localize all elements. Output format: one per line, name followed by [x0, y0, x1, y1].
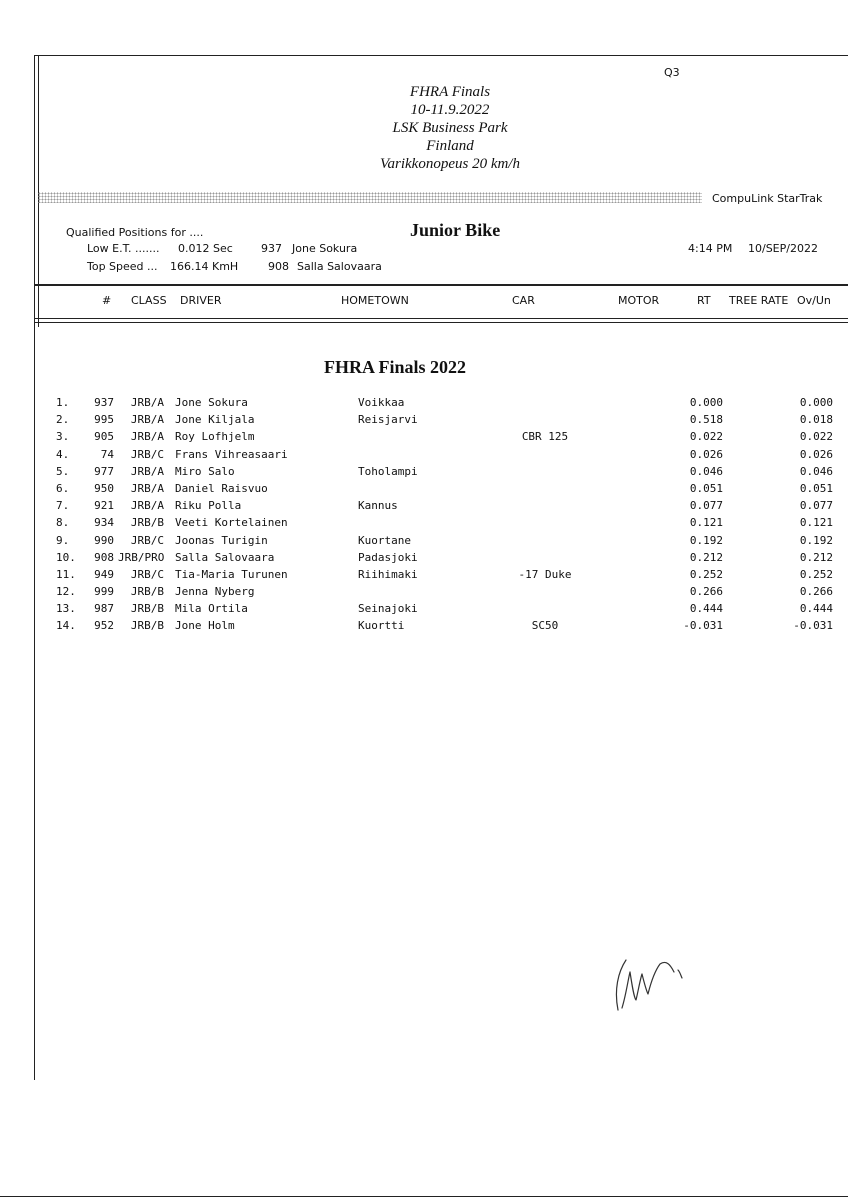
- row-number: 987: [94, 602, 114, 616]
- row-hometown: Padasjoki: [358, 550, 418, 564]
- row-position: 6.: [56, 481, 70, 495]
- row-number: 937: [94, 396, 114, 409]
- row-ovun: 0.051: [799, 481, 833, 495]
- row-position: 11.: [56, 567, 76, 581]
- row-position: 13.: [56, 602, 76, 616]
- row-number: 950: [94, 481, 114, 495]
- row-hometown: Kannus: [358, 499, 398, 513]
- column-divider-line-2: [34, 322, 848, 323]
- row-hometown: Kuortane: [358, 533, 411, 547]
- row-ovun: 0.266: [799, 585, 833, 599]
- row-driver: Mila Ortila: [175, 602, 248, 616]
- row-car: SC50: [531, 619, 559, 633]
- row-position: 2.: [56, 413, 70, 427]
- row-rt: 0.000: [689, 396, 723, 409]
- row-rt: 0.266: [689, 585, 723, 599]
- low-et-label: Low E.T. .......: [87, 242, 160, 255]
- low-et-number: 937: [261, 242, 282, 255]
- category-title: Junior Bike: [410, 220, 501, 240]
- col-rt: RT: [697, 294, 711, 307]
- row-number: 949: [94, 567, 114, 581]
- table-row: [0, 465, 848, 482]
- row-class: JRB/A: [130, 499, 164, 513]
- top-speed-value: 166.14 KmH: [170, 260, 239, 273]
- row-driver: Frans Vihreasaari: [175, 447, 288, 461]
- top-speed-label: Top Speed ...: [87, 260, 158, 273]
- row-number: 977: [94, 464, 114, 478]
- row-position: 1.: [56, 396, 70, 409]
- table-row: [0, 430, 848, 447]
- table-row: [0, 619, 848, 636]
- table-row: [0, 499, 848, 516]
- row-ovun: 0.212: [799, 550, 833, 564]
- round-label: Q3: [664, 66, 680, 79]
- row-position: 5.: [56, 464, 70, 478]
- row-class: JRB/B: [130, 585, 164, 599]
- row-ovun: 0.026: [799, 447, 833, 461]
- row-hometown: Toholampi: [358, 464, 418, 478]
- table-row: [0, 516, 848, 533]
- row-number: 905: [94, 430, 114, 444]
- table-row: [0, 482, 848, 499]
- qualified-label: Qualified Positions for ....: [66, 226, 204, 239]
- table-row: [0, 551, 848, 568]
- table-row: [0, 585, 848, 602]
- row-class: JRB/C: [130, 567, 164, 581]
- row-number: 952: [94, 619, 114, 633]
- row-driver: Veeti Kortelainen: [175, 516, 288, 530]
- brand-label: CompuLink StarTrak: [712, 192, 823, 205]
- left-margin-line-inner: [38, 55, 39, 327]
- top-border-line: [34, 55, 848, 56]
- report-time: 4:14 PM: [688, 242, 733, 255]
- row-number: 934: [94, 516, 114, 530]
- col-car: CAR: [512, 294, 535, 307]
- row-number: 921: [94, 499, 114, 513]
- row-driver: Riku Polla: [175, 499, 242, 513]
- row-driver: Joonas Turigin: [175, 533, 268, 547]
- section-title: FHRA Finals 2022: [324, 357, 467, 377]
- col-driver: DRIVER: [180, 294, 222, 307]
- row-number: 990: [94, 533, 114, 547]
- row-rt: 0.444: [689, 602, 723, 616]
- event-pit-speed: Varikkonopeus 20 km/h: [380, 156, 520, 172]
- row-ovun: 0.000: [799, 396, 833, 409]
- row-class: JRB/PRO: [118, 550, 165, 564]
- dotted-band: [38, 192, 702, 203]
- row-rt: 0.077: [689, 499, 723, 513]
- col-tree-rate: TREE RATE: [729, 294, 789, 307]
- row-ovun: 0.077: [799, 499, 833, 513]
- row-ovun: -0.031: [793, 619, 833, 633]
- table-row: [0, 413, 848, 430]
- row-class: JRB/B: [130, 619, 164, 633]
- row-rt: 0.192: [689, 533, 723, 547]
- event-venue: LSK Business Park: [392, 120, 508, 136]
- results-table: [0, 396, 848, 637]
- row-ovun: 0.192: [799, 533, 833, 547]
- row-class: JRB/A: [130, 481, 164, 495]
- table-row: [0, 568, 848, 585]
- row-class: JRB/A: [130, 413, 164, 427]
- row-position: 12.: [56, 585, 76, 599]
- row-ovun: 0.444: [799, 602, 833, 616]
- row-class: JRB/A: [130, 396, 164, 409]
- handwritten-signature: [608, 950, 688, 1020]
- row-driver: Jone Kiljala: [175, 413, 255, 427]
- event-dates: 10-11.9.2022: [410, 102, 490, 118]
- row-rt: 0.022: [689, 430, 723, 444]
- row-position: 10.: [56, 550, 76, 564]
- row-position: 4.: [56, 447, 70, 461]
- row-position: 8.: [56, 516, 70, 530]
- col-num: #: [102, 294, 112, 307]
- row-driver: Daniel Raisvuo: [175, 481, 268, 495]
- row-driver: Miro Salo: [175, 464, 235, 478]
- row-rt: 0.051: [689, 481, 723, 495]
- report-date: 10/SEP/2022: [748, 242, 818, 255]
- row-ovun: 0.121: [799, 516, 833, 530]
- row-ovun: 0.018: [799, 413, 833, 427]
- row-rt: 0.212: [689, 550, 723, 564]
- row-number: 74: [100, 447, 114, 461]
- table-row: [0, 396, 848, 413]
- row-rt: 0.046: [689, 464, 723, 478]
- row-hometown: Kuortti: [358, 619, 405, 633]
- col-motor: MOTOR: [618, 294, 660, 307]
- row-class: JRB/A: [130, 430, 164, 444]
- col-class: CLASS: [131, 294, 167, 307]
- row-number: 995: [94, 413, 114, 427]
- low-et-driver: Jone Sokura: [292, 242, 358, 255]
- row-class: JRB/B: [130, 602, 164, 616]
- event-name: FHRA Finals: [409, 84, 491, 100]
- row-hometown: Voikkaa: [358, 396, 405, 409]
- table-row: [0, 448, 848, 465]
- top-speed-driver: Salla Salovaara: [297, 260, 382, 273]
- row-car: CBR 125: [521, 430, 569, 444]
- row-driver: Jone Holm: [175, 619, 235, 633]
- row-hometown: Riihimaki: [358, 567, 418, 581]
- row-driver: Tia-Maria Turunen: [175, 567, 288, 581]
- row-car: -17 Duke: [518, 567, 572, 581]
- row-driver: Salla Salovaara: [175, 550, 275, 564]
- row-hometown: Seinajoki: [358, 602, 418, 616]
- row-position: 14.: [56, 619, 76, 633]
- low-et-value: 0.012 Sec: [178, 242, 233, 255]
- bottom-border-line: [0, 1196, 848, 1197]
- row-class: JRB/C: [130, 447, 164, 461]
- top-speed-number: 908: [268, 260, 289, 273]
- row-class: JRB/C: [130, 533, 164, 547]
- row-rt: 0.026: [689, 447, 723, 461]
- row-driver: Jenna Nyberg: [175, 585, 255, 599]
- row-class: JRB/A: [130, 464, 164, 478]
- row-ovun: 0.022: [799, 430, 833, 444]
- row-hometown: Reisjarvi: [358, 413, 418, 427]
- row-rt: 0.252: [689, 567, 723, 581]
- col-ovun: Ov/Un: [797, 294, 831, 307]
- row-driver: Roy Lofhjelm: [175, 430, 255, 444]
- row-rt: 0.121: [689, 516, 723, 530]
- col-hometown: HOMETOWN: [341, 294, 409, 307]
- column-divider-line: [34, 318, 848, 319]
- row-driver: Jone Sokura: [175, 396, 248, 409]
- table-row: [0, 534, 848, 551]
- row-rt: 0.518: [689, 413, 723, 427]
- header-divider-line: [34, 284, 848, 286]
- event-country: Finland: [426, 138, 474, 154]
- row-number: 999: [94, 585, 114, 599]
- row-number: 908: [94, 550, 114, 564]
- row-position: 7.: [56, 499, 70, 513]
- row-ovun: 0.252: [799, 567, 833, 581]
- row-ovun: 0.046: [799, 464, 833, 478]
- row-position: 3.: [56, 430, 70, 444]
- row-position: 9.: [56, 533, 70, 547]
- row-rt: -0.031: [683, 619, 723, 633]
- row-class: JRB/B: [130, 516, 164, 530]
- table-row: [0, 602, 848, 619]
